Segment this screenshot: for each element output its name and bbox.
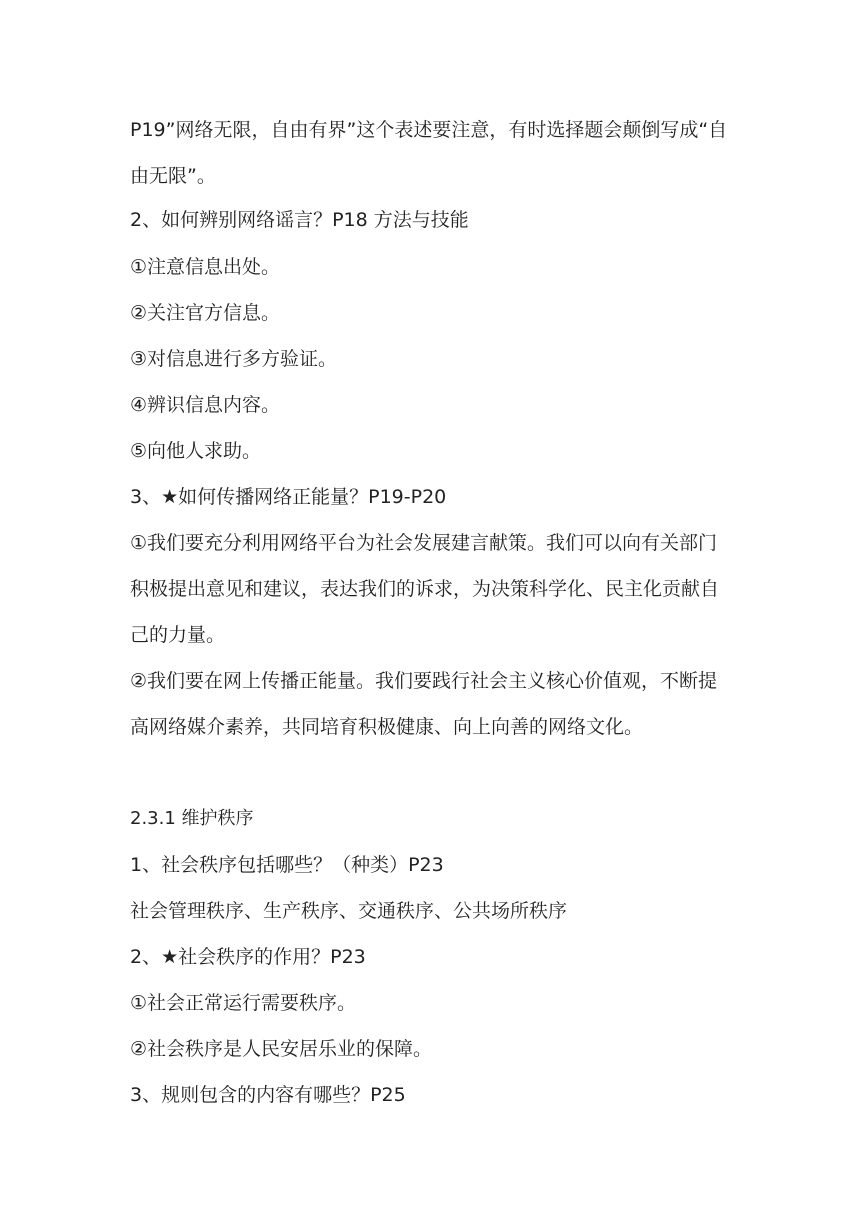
text-line: 由无限”。 [130,165,216,187]
text-line: ②我们要在网上传播正能量。我们要践行社会主义核心价值观，不断提 [130,670,718,692]
question-heading: 2、★社会秩序的作用？P23 [130,946,366,968]
list-item: ①社会正常运行需要秩序。 [130,992,357,1014]
section-heading: 2.3.1 维护秩序 [130,808,254,829]
list-item: ⑤向他人求助。 [130,440,262,462]
text-line: ①我们要充分利用网络平台为社会发展建言献策。我们可以向有关部门 [130,532,718,554]
question-heading: 2、如何辨别网络谣言？P18 方法与技能 [130,209,469,231]
list-item: ②社会秩序是人民安居乐业的保障。 [130,1038,433,1060]
question-heading: 1、社会秩序包括哪些？（种类）P23 [130,854,444,876]
question-heading: 3、规则包含的内容有哪些？P25 [130,1084,406,1106]
text-line: 积极提出意见和建议，表达我们的诉求，为决策科学化、民主化贡献自 [130,578,720,600]
text-line: P19”网络无限，自由有界”这个表述要注意，有时选择题会颠倒写成“自 [130,119,728,141]
list-item: ②关注官方信息。 [130,302,281,324]
text-line: 社会管理秩序、生产秩序、交通秩序、公共场所秩序 [130,900,568,922]
list-item: ①注意信息出处。 [130,256,281,278]
question-heading: 3、★如何传播网络正能量？P19-P20 [130,486,447,508]
text-line: 己的力量。 [130,624,226,646]
list-item: ③对信息进行多方验证。 [130,348,338,370]
list-item: ④辨识信息内容。 [130,394,281,416]
text-line: 高网络媒介素养，共同培育积极健康、向上向善的网络文化。 [130,716,644,738]
